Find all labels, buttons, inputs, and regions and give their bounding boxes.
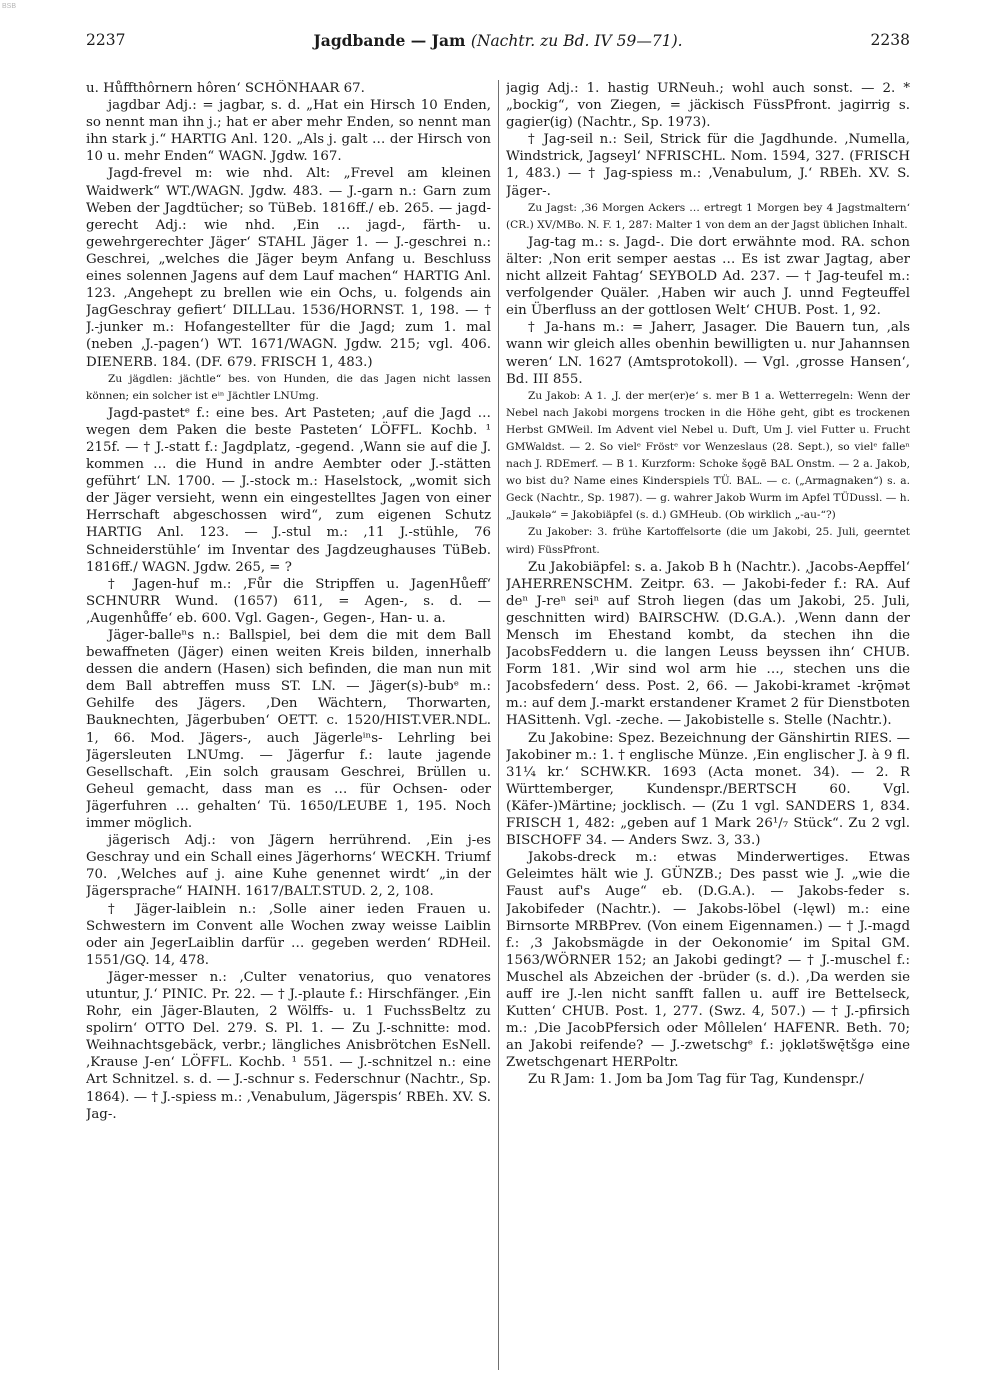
- column-divider: [498, 80, 499, 1370]
- dictionary-entry: Jagd-pastetᵉ f.: eine bes. Art Pasteten; ‚auf die Jagd … wegen dem Paken die beste Pasteten‘ LÖFFL. Kochb. ¹ 215f. — † J.-statt f.: Jagdplatz, -gegend. ‚Wann sie auf die J. kommen … die Hund in andre Aembter oder J.-stätten geführt‘ LN. 1700. — J.-stock m.: Haselstock, „womit sich der Jäger versieht, wenn ein eingestelltes Jagen von einer Herrschaft abgeschossen wird“, zum eigenen Schutz HARTIG Anl. 123. — J.-stul m.: ‚11 J.-stühle, 76 Schneiderstühle‘ im Inventar des Jagdzeughauses TüBeb. 1816ff./ WAGN. Jgdw. 265, = ?: [86, 405, 491, 575]
- page-number-right: 2238: [870, 31, 910, 49]
- dictionary-entry: Zu Jakobine: Spez. Bezeichnung der Gänshirtin RIES. — Jakobiner m.: 1. † englische Münze. ‚Ein englischer J. à 9 fl. 31¼ kr.‘ SCHW.KR. 1693 (Acta monet. 34). — 2. R Württemberger, Kundenspr./BERTSCH 60. Vgl. (Käfer-)Märtine; jocklisch. — (Zu 1 vgl. SANDERS 1, 834. FRISCH 1, 482: „geben auf 1 Mark 26¹/₇ Stück“. Zu 2 vgl. BISCHOFF 34. — Anders Swz. 3, 33.): [506, 730, 910, 849]
- library-stamp: BSB: [2, 3, 17, 10]
- dictionary-entry: Jagd-frevel m: wie nhd. Alt: „Frevel am kleinen Waidwerk“ WT./WAGN. Jgdw. 483. — J.-garn n.: Garn zum Weben der Jagdtücher; so TüBeb. 1816ff./ eb. 265. — jagd-gerecht Adj.: wie nhd. ‚Ein … jagd-, färth- u. gewehrgerechter Jäger‘ STAHL Jäger 1. — J.-geschrei n.: Geschrei, „welches die Jäger beym Anfang u. Beschluss eines solennen Jagens auf dem Lauf machen“ HARTIG Anl. 123. ‚Angehept zu brellen wie ein Ochs, u. folgends ain JagGeschray gefiert‘ DILLLau. 1536/HORNST. 1, 198. — † J.-junker m.: Hofangestellter für die Jagd; zum 1. mal (neben ‚J.-pagen‘) WT. 1671/WAGN. Jgdw. 215; vgl. 406. DIENERB. 184. (DF. 679. FRISCH 1, 483.): [86, 166, 491, 370]
- dictionary-entry: Jäger-messer n.: ‚Culter venatorius, quo venatores utuntur, J.‘ PINIC. Pr. 22. — † J.-plaute f.: Hirschfänger. ‚Ein Rohr, ein Jäger-Blauten, 2 Wölffs- u. 1 FuchssBeltz zu spolirn‘ OTTO Del. 279. S. Pl. 1. — Zu J.-schnitte: mod. Weihnachtsgebäck, verbr.; längliches Anisbrötchen EsNell. ‚Krause J-en‘ LÖFFL. Kochb. ¹ 551. — J.-schnitzel n.: eine Art Schnitzel. s. d. — J.-schnur s. Federschnur (Nachtr., Sp. 1864). — † J.-spiess m.: ‚Venabulum, Jägerspis‘ RBEh. XV. S. Jag-.: [86, 969, 491, 1122]
- page-number-left: 2237: [86, 31, 126, 49]
- running-title-main: Jagdbande — Jam: [313, 31, 466, 50]
- running-title-sub: (Nachtr. zu Bd. IV 59—71).: [470, 32, 683, 50]
- dictionary-entry: † Jäger-laiblein n.: ‚Solle ainer ieden Frauen u. Schwestern im Convent alle Wochen zway weisse Laiblin oder ain JegerLaiblin darfür … gegeben werden‘ RDHeil. 1551/GQ. 14, 478.: [86, 901, 491, 968]
- dictionary-entry: † Jagen-huf m.: ‚Fůr die Stripffen u. JagenHůeff‘ SCHNURR Wund. (1657) 611, = Agen-, s. d. — ‚Augenhůffe‘ eb. 600. Vgl. Gagen-, Gegen-, Han- u. a.: [86, 576, 491, 626]
- dictionary-entry: Zu jägdlen: jächtle“ bes. von Hunden, die das Jagen nicht lassen können; ein solcher ist eⁱⁿ Jächtler LNUmg.: [86, 372, 491, 402]
- dictionary-entry: Zu Jakober: 3. frühe Kartoffelsorte (die um Jakobi, 25. Juli, geerntet wird) FüssPfront.: [506, 526, 910, 556]
- dictionary-entry: Jag-tag m.: s. Jagd-. Die dort erwähnte mod. RA. schon älter: ‚Non erit semper aestas … Es ist zwar Jagtag, aber nicht allzeit Fahtag‘ SEYBOLD Ad. 237. — † Jag-teufel m.: verfolgender Quäler. ‚Haben wir auch J. unnd Fegteuffel ein Überfluss an der gottlosen Welt‘ CHUB. Post. 1, 92.: [506, 234, 910, 319]
- dictionary-entry: † Ja-hans m.: = Jaherr, Jasager. Die Bauern tun, ‚als wann wir gleich alles obenhin bewilligten u. nur Jahannsen weren‘ LN. 1627 (Amtsprotokoll). — Vgl. ‚grosse Hansen‘, Bd. III 855.: [506, 320, 910, 387]
- running-title: [86, 31, 910, 50]
- dictionary-entry: u. Hůffthôrnern hôren‘ SCHÖNHAAR 67.: [86, 81, 365, 96]
- dictionary-entry: jagig Adj.: 1. hastig URNeuh.; wohl auch sonst. — 2. * „bockig“, von Ziegen, = jäckisch FüssPfront. jagirrig s. gagier(ig) (Nachtr., Sp. 1973).: [506, 81, 910, 131]
- dictionary-entry: jagdbar Adj.: = jagbar, s. d. „Hat ein Hirsch 10 Enden, so nennt man ihn j.; hat er aber mehr Enden, so nennt man ihn stark j.“ HARTIG Anl. 120. „Als j. galt … der Hirsch von 10 u. mehr Enden“ WAGN. Jgdw. 167.: [86, 98, 491, 165]
- dictionary-entry: Zu Jakob: A 1. ‚J. der mer(er)e‘ s. mer B 1 a. Wetterregeln: Wenn der Nebel nach Jakobi morgens trocken in die Höhe geht, gibt es trockenen Herbst GMWeil. Im Advent viel Nebel u. Duft, Um J. viel Futter u. Frucht GMWaldst. — 2. So vielᵉ Fröstᵉ vor Wenzeslaus (28. Sept.), so vielᵉ falleⁿ nach J. RDEmerf. — B 1. Kurzform: Schoke šǫgē BAL Onstm. — 2 a. Jakob, wo bist du? Name eines Kinderspiels TÜ. BAL. — c. („Armagnaken“) s. a. Geck (Nachtr., Sp. 1987). — g. wahrer Jakob Wurm im Apfel TÜDussl. — h. „Jaukələ“ = Jakobiäpfel (s. d.) GMHeub. (Ob wirklich „-au-“?): [506, 389, 910, 522]
- dictionary-entry: Zu Jagst: ‚36 Morgen Ackers … ertregt 1 Morgen bey 4 Jagstmaltern‘ (CR.) XV/MBo. N. F. 1, 287: Malter 1 von dem an der Jagst üblichen Inhalt.: [506, 201, 910, 231]
- dictionary-entry: Jäger-balleⁿs n.: Ballspiel, bei dem die mit dem Ball bewaffneten (Jäger) einen weiten Kreis bilden, innerhalb dessen die andern (Hasen) sich befinden, die man nun mit dem Ball abtreffen muss ST. LN. — Jäger(s)-bubᵉ m.: Gehilfe des Jägers. ‚Den Wächtern, Thorwarten, Bauknechten, Jägerbuben‘ OETT. c. 1520/HIST.VER.NDL. 1, 66. Mod. Jägers-, auch Jägerleⁱⁿs- Lehrling bei Jägersleuten LNUmg. — Jägerfur f.: laute jagende Gesellschaft. ‚Ein solch grausam Geschrei, Brüllen u. Geheul gemacht, dass man es … für Ochsen- oder Jägerfuhren … gehalten‘ Tü. 1650/LEUBE 1, 195. Noch immer möglich.: [86, 628, 491, 832]
- dictionary-entry: Zu Jakobiäpfel: s. a. Jakob B h (Nachtr.). ‚Jacobs-Aepffel‘ JAHERRENSCHM. Zeitpr. 63. — Jakobi-feder f.: RA. Auf deⁿ J-reⁿ seiⁿ auf Stroh liegen (das um Jakobi, 25. Juli, geschnitten wird) BAIRSCHW. (D.G.A.). ‚Wenn dann der Mensch im Ehestand kombt, da stechen ihn die JacobsFeddern u. die langen Leuss beyssen ihn‘ CHUB. Form 181. ‚Wir sind wol arm hie …, stechen uns die Jacobsfedern‘ dess. Post. 2, 66. — Jakobi-kramet -krǭmət m.: auf dem J.-markt erstandener Kramet 2 für Dienstboten HASittenh. Vgl. -zeche. — Jakobistelle s. Stelle (Nachtr.).: [506, 559, 910, 729]
- dictionary-entry: Zu R Jam: 1. Jom ba Jom Tag für Tag, Kundenspr./: [528, 1072, 864, 1088]
- running-header: [86, 31, 910, 53]
- dictionary-entry: † Jag-seil n.: Seil, Strick für die Jagdhunde. ‚Numella, Windstrick, Jagseyl‘ NFRISCHL. Nom. 1594, 327. (FRISCH 1, 483.) — † Jag-spiess m.: ‚Venabulum, J.‘ RBEh. XV. S. Jäger-.: [506, 132, 910, 199]
- right-column: [506, 80, 910, 1089]
- left-column: [86, 80, 491, 1123]
- dictionary-entry: Jakobs-dreck m.: etwas Minderwertiges. Etwas Geleimtes hält wie J. GÜNZB.; Des passt wie J. „wie die Faust auf's Auge“ eb. (D.G.A.). — Jakobs-feder s. Jakobifeder (Nachtr.). — Jakobs-löbel (-lęwl) m.: eine Birnsorte MRBPrev. (Von einem Eigennamen.) — † J.-magd f.: ‚3 Jakobsmägde in der Oekonomie‘ im Spital GM. 1563/WÖRNER 152; an Jakobi gedingt? — † J.-muschel f.: Muschel als Abzeichen der -brüder (s. d.). ‚Da werden sie auff ire J.-len nicht sanfft fallen u. auff ire Bettelseck, Kutten‘ CHUB. Post. 1, 277. (Swz. 4, 507.) — † J.-pfirsich m.: ‚Die JacobPfersich oder Môllelen‘ HAFENR. Beth. 70; an Jakobi reifende? — J.-zwetschgᵉ f.: jǫkləts̆wę̄tšgə eine Zwetschgenart HERPoltr.: [506, 850, 910, 1071]
- dictionary-entry: jägerisch Adj.: von Jägern herrührend. ‚Ein j-es Geschray und ein Schall eines Jägerhorns‘ WECKH. Triumf 70. ‚Welches auf j. aine Kuhe genennet wirdt‘ „in der Jägersprache“ HAINH. 1617/BALT.STUD. 2, 2, 108.: [86, 833, 491, 900]
